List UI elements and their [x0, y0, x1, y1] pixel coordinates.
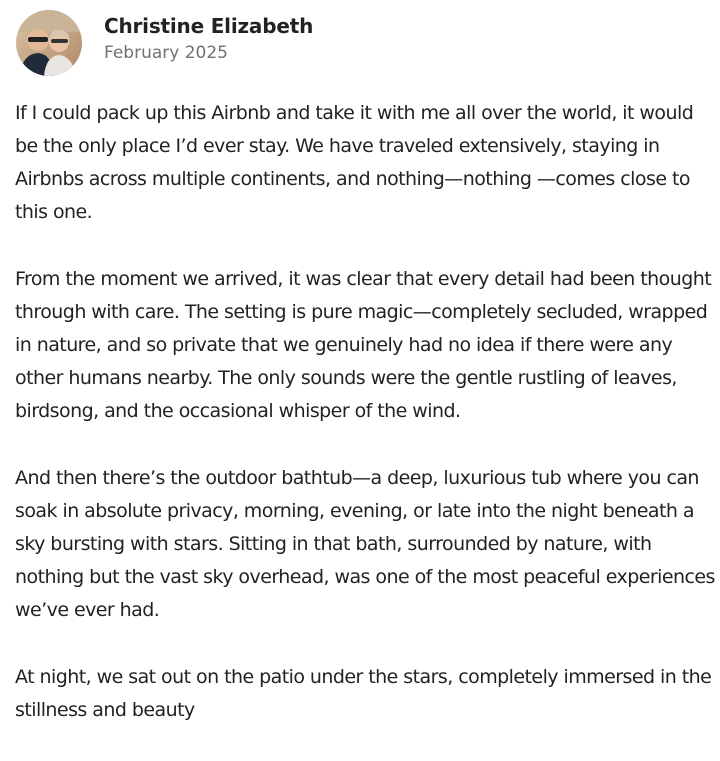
couple-photo-avatar-icon	[16, 10, 82, 76]
review-paragraph-4: At night, we sat out on the patio under the stars, completely immersed in the stillness and beauty	[15, 666, 712, 721]
author-name[interactable]: Christine Elizabeth	[104, 14, 314, 38]
review-paragraph-3: And then there’s the outdoor bathtub—a deep, luxurious tub where you can soak in absolute privacy, morning, evening, or late into the night beneath a sky bursting with stars. Sitting in that bath, surrounded by nature, with nothing but the vast sky overhead, was one of the most peaceful experiences we’ve ever had.	[15, 467, 715, 621]
review-date: February 2025	[104, 43, 228, 63]
review-body	[15, 97, 715, 761]
avatar[interactable]	[16, 10, 82, 76]
review-meta	[104, 14, 313, 64]
review-header	[16, 10, 313, 76]
review-paragraph-2: From the moment we arrived, it was clear that every detail had been thought through with care. The setting is pure magic—completely secluded, wrapped in nature, and so private that we genuinely had no idea if there were any other humans nearby. The only sounds were the gentle rustling of leaves, birdsong, and the occasional whisper of the wind.	[15, 268, 712, 422]
review-paragraph-1: If I could pack up this Airbnb and take it with me all over the world, it would be the only place I’d ever stay. We have traveled extensively, staying in Airbnbs across multiple continents, and nothing—nothing —comes close to this one.	[15, 102, 694, 223]
